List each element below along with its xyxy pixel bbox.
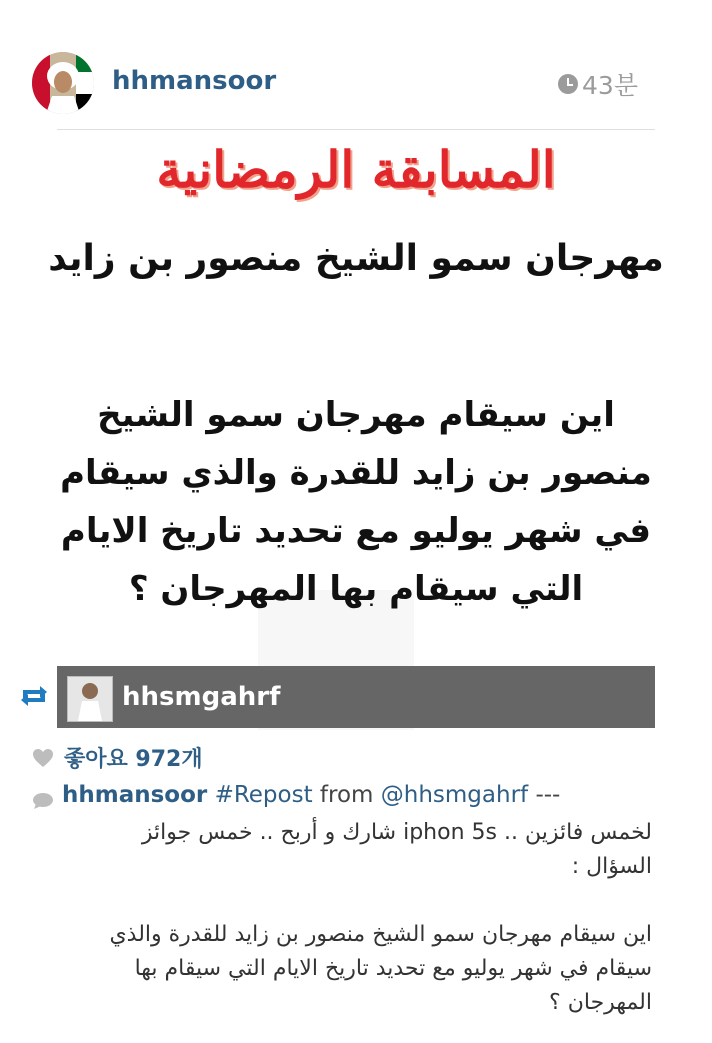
caption-from: from (319, 782, 374, 808)
caption-line-4: سيقام في شهر يوليو مع تحديد تاريخ الايام التي سيقام بها (134, 956, 652, 981)
caption-body (62, 816, 652, 1020)
post-username[interactable]: hhmansoor (112, 66, 277, 96)
image-subtitle: مهرجان سمو الشيخ منصور بن زايد (48, 238, 664, 279)
likes-count: 좋아요 972개 (64, 747, 203, 772)
caption-username[interactable]: hhmansoor (62, 782, 208, 808)
clock-icon (558, 74, 578, 94)
likes-row[interactable] (32, 742, 203, 773)
timestamp-text: 43분 (582, 71, 638, 100)
post-header (0, 0, 712, 130)
avatar-picture (32, 52, 94, 114)
caption-line-5: المهرجان ؟ (549, 990, 652, 1015)
avatar[interactable] (32, 52, 94, 114)
caption-line-1: لخمس فائزين .. iphon 5s شارك و أربح .. خمس جوائز (141, 820, 652, 845)
caption-line-2: السؤال : (571, 854, 652, 879)
heart-icon (32, 748, 54, 768)
caption-line-3: اين سيقام مهرجان سمو الشيخ منصور بن زايد للقدرة والذي (109, 922, 652, 947)
repost-avatar-picture (68, 677, 112, 721)
repost-avatar[interactable] (67, 676, 113, 722)
repost-icon (14, 676, 54, 716)
post-image[interactable] (0, 130, 712, 730)
image-title: المسابقة الرمضانية (156, 140, 556, 199)
caption-blank-line (62, 884, 652, 918)
post-timestamp (558, 66, 638, 102)
caption-dashes: --- (535, 782, 561, 808)
caption-header-line (62, 782, 560, 808)
comment-bubble-icon (32, 792, 54, 810)
caption-mention[interactable]: @hhsmgahrf (380, 782, 529, 808)
image-question: اين سيقام مهرجان سمو الشيخ منصور بن زايد للقدرة والذي سيقام في شهر يوليو مع تحديد تاريخ الايام التي سيقام بها المهرجان ؟ (60, 395, 652, 609)
caption-hashtag[interactable]: #Repost (214, 782, 313, 808)
repost-username[interactable]: hhsmgahrf (122, 682, 281, 712)
